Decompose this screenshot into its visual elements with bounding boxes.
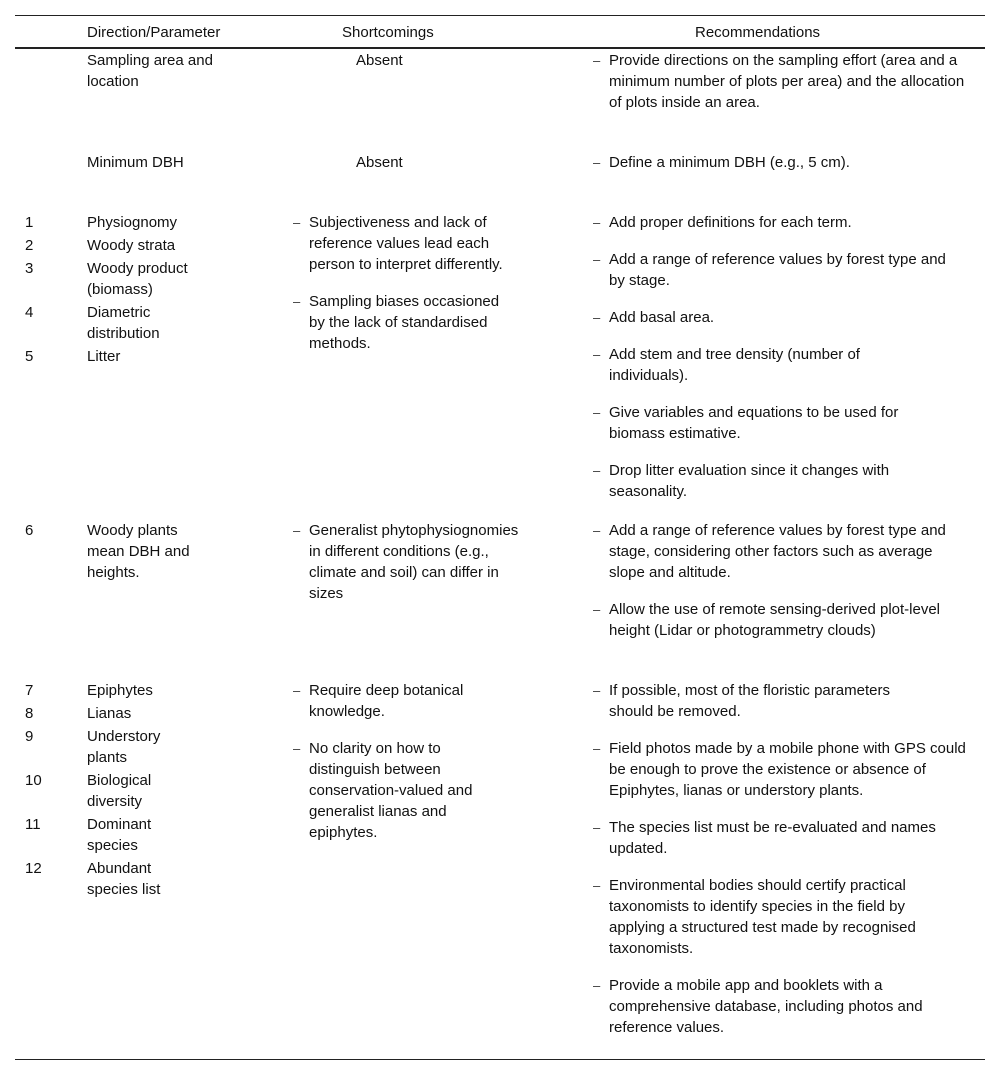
shortcoming-item: – Generalist phytophysiognomies in different conditions (e.g., climate and soil) can differ in sizes bbox=[293, 522, 519, 602]
param-label: Litter bbox=[87, 348, 121, 365]
param-number: 3 bbox=[25, 260, 34, 277]
param-label: Woody product (biomass) bbox=[87, 260, 188, 298]
table-bottom-rule bbox=[15, 1059, 985, 1060]
recommendation-item: – Give variables and equations to be used for biomass estimative. bbox=[593, 404, 899, 442]
header-recommendations: Recommendations bbox=[695, 24, 821, 41]
shortcoming-item: – Subjectiveness and lack of reference values lead each person to interpret differently. bbox=[293, 214, 503, 273]
param-number: 9 bbox=[25, 728, 34, 745]
param-label: Dominant species bbox=[87, 816, 152, 854]
shortcoming-item: – Require deep botanical knowledge. bbox=[293, 682, 464, 720]
shortcoming-absent: Absent bbox=[356, 52, 403, 69]
header-direction-parameter: Direction/Parameter bbox=[87, 24, 221, 41]
recommendation-item: – Add basal area. bbox=[593, 309, 715, 326]
recommendation-item: – If possible, most of the floristic parameters should be removed. bbox=[593, 682, 890, 720]
param-number: 7 bbox=[25, 682, 34, 699]
param-label: Sampling area and location bbox=[87, 52, 213, 90]
recommendation-item: – Provide directions on the sampling effort (area and a minimum number of plots per area) and the allocation of plots inside an area. bbox=[593, 52, 965, 111]
recommendation-item: – Add proper definitions for each term. bbox=[593, 214, 852, 231]
param-number: 1 bbox=[25, 214, 34, 231]
param-number: 12 bbox=[25, 860, 42, 877]
param-number: 11 bbox=[25, 816, 41, 833]
shortcoming-item: – No clarity on how to distinguish between conservation-valued and generalist lianas and epiphytes. bbox=[293, 740, 473, 841]
recommendation-item: – Allow the use of remote sensing-derived plot-level height (Lidar or photogrammetry clouds) bbox=[593, 601, 941, 639]
param-number: 4 bbox=[25, 304, 34, 321]
param-number: 5 bbox=[25, 348, 34, 365]
param-label: Epiphytes bbox=[87, 682, 153, 699]
table-header-rule bbox=[15, 47, 985, 49]
recommendation-item: – Drop litter evaluation since it changes with seasonality. bbox=[593, 462, 890, 500]
param-label: Abundant species list bbox=[87, 860, 161, 898]
recommendation-item: – Add stem and tree density (number of individuals). bbox=[593, 346, 860, 384]
param-number: 2 bbox=[25, 237, 34, 254]
param-number: 10 bbox=[25, 772, 42, 789]
table-top-rule bbox=[15, 15, 985, 16]
shortcoming-item: – Sampling biases occasioned by the lack of standardised methods. bbox=[293, 293, 500, 352]
param-number: 8 bbox=[25, 705, 34, 722]
param-label: Diametric distribution bbox=[87, 304, 160, 342]
shortcoming-absent: Absent bbox=[356, 154, 403, 171]
param-number: 6 bbox=[25, 522, 34, 539]
param-label: Understory plants bbox=[87, 728, 161, 766]
recommendation-item: – Add a range of reference values by forest type and by stage. bbox=[593, 251, 946, 289]
recommendation-item: – Add a range of reference values by forest type and stage, considering other factors such as average slope and altitude. bbox=[593, 522, 946, 581]
param-label: Lianas bbox=[87, 705, 132, 722]
recommendation-item: – Environmental bodies should certify practical taxonomists to identify species in the field by applying a structured test made by recognised taxonomists. bbox=[593, 877, 916, 957]
header-shortcomings: Shortcomings bbox=[342, 24, 434, 41]
param-label: Woody strata bbox=[87, 237, 176, 254]
param-label: Physiognomy bbox=[87, 214, 178, 231]
recommendation-item: – Provide a mobile app and booklets with a comprehensive database, including photos and reference values. bbox=[593, 977, 923, 1036]
recommendation-item: – Define a minimum DBH (e.g., 5 cm). bbox=[593, 154, 850, 171]
param-label: Minimum DBH bbox=[87, 154, 184, 171]
param-label: Woody plants mean DBH and heights. bbox=[87, 522, 190, 581]
param-label: Biological diversity bbox=[87, 772, 152, 810]
recommendation-item: – The species list must be re-evaluated and names updated. bbox=[593, 819, 936, 857]
recommendation-item: – Field photos made by a mobile phone with GPS could be enough to prove the existence or absence of Epiphytes, lianas or understory plants. bbox=[593, 740, 966, 799]
